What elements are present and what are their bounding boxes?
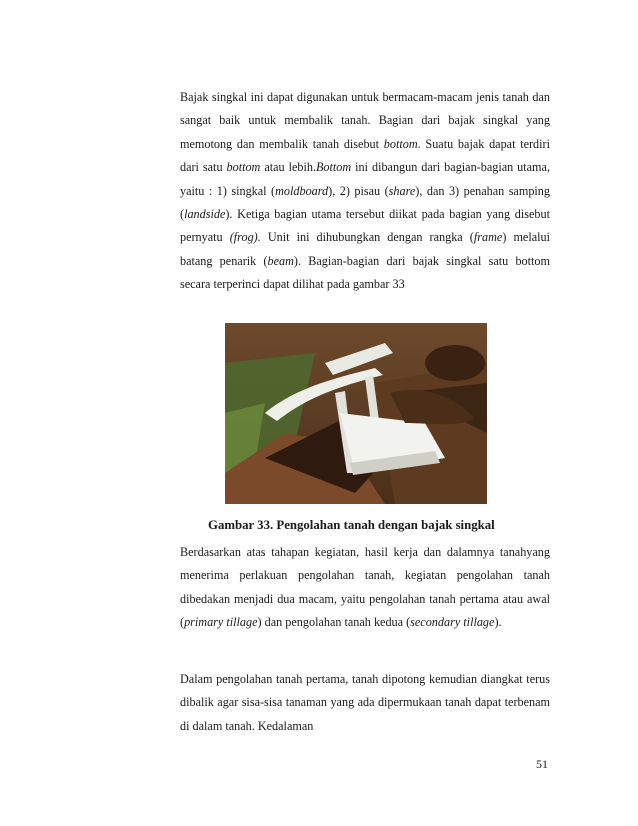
text-run: ). Bagian-bagian dari bajak singkal satu bottom secara terperinci dapat dilihat pada gambar 33 <box>180 253 550 292</box>
text-run: ). Ketiga bagian utama tersebut diikat pada bagian yang disebut pernyatu <box>180 207 550 245</box>
italic-term: Bottom <box>315 160 352 175</box>
text-run: atau lebih. <box>260 160 316 175</box>
text-run: ) dan pengolahan tanah kedua ( <box>257 615 411 630</box>
text-run: ), dan 3) penahan samping ( <box>180 183 550 222</box>
text-run: ). <box>494 615 502 630</box>
text-run: ) melalui batang penarik ( <box>180 230 551 268</box>
page-number: 51 <box>536 757 548 771</box>
italic-term: share <box>388 183 416 198</box>
italic-term: primary tillage <box>184 615 258 630</box>
text-run: ini dibangun dari bagian-bagian utama, yaitu : 1) singkal ( <box>180 160 550 198</box>
italic-term: bottom <box>226 160 261 175</box>
body-paragraph-3 <box>180 668 550 738</box>
text-run: Unit ini dihubungkan dengan rangka ( <box>260 230 474 245</box>
text-run: Berdasarkan atas tahapan kegiatan, hasil kerja dan dalamnya tanahyang menerima perlakuan pengolahan tanah, kegiatan pengolahan tanah dibedakan menjadi dua macam, yaitu pengolahan tanah pertama atau awal ( <box>180 545 550 630</box>
italic-term: frame <box>473 230 503 245</box>
figure-caption: Gambar 33. Pengolahan tanah dengan bajak singkal <box>208 518 495 532</box>
text-run: . Suatu bajak dapat terdiri dari satu <box>180 136 550 175</box>
italic-term: beam <box>267 253 294 268</box>
text-run: Dalam pengolahan tanah pertama, tanah dipotong kemudian diangkat terus dibalik agar sisa-sisa tanaman yang ada dipermukaan tanah dapat terbenam di dalam tanah. Kedalaman <box>180 672 550 733</box>
text-run: Bajak singkal ini dapat digunakan untuk bermacam-macam jenis tanah dan sangat baik untuk membalik tanah. Bagian dari bajak singkal yang memotong dan membalik tanah disebut <box>180 90 550 151</box>
italic-term: moldboard <box>275 183 329 198</box>
body-paragraph-2 <box>180 541 550 635</box>
body-paragraph-1 <box>180 86 550 297</box>
text-run: ), 2) pisau ( <box>328 183 389 198</box>
plow-photo <box>225 323 487 504</box>
italic-term: landside <box>184 207 226 222</box>
italic-term: bottom <box>383 136 418 151</box>
italic-term: secondary tillage <box>410 615 495 630</box>
italic-term: (frog). <box>229 230 261 245</box>
